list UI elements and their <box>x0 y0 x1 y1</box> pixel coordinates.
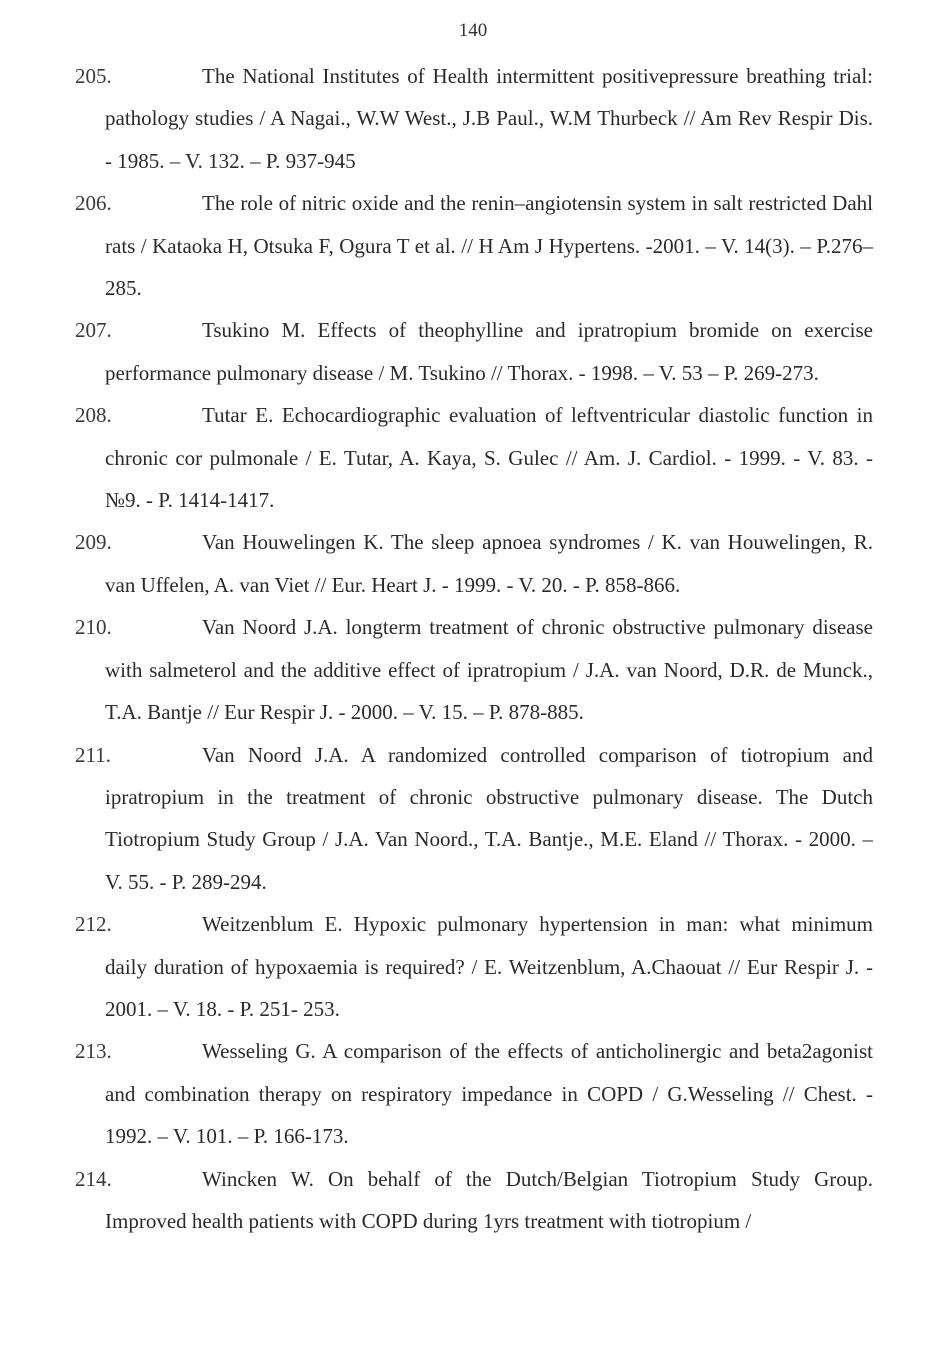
reference-text: Van Houwelingen K. The sleep apnoea syndromes / K. van Houwelingen, R. van Uffelen, A. van Viet // Eur. Heart J. - 1999. - V. 20. - P. 858-866. <box>105 530 873 597</box>
reference-number: 209. <box>75 530 112 555</box>
reference-text: Wincken W. On behalf of the Dutch/Belgian Tiotropium Study Group. Improved health patients with COPD during 1yrs treatment with tiotropium / <box>105 1166 873 1233</box>
reference-item <box>75 903 873 1030</box>
reference-text: The role of nitric oxide and the renin–angiotensin system in salt restricted Dahl rats / Kataoka H, Otsuka F, Ogura T et al. // H Am J Hypertens. -2001. – V. 14(3). – P.276–285. <box>105 191 873 301</box>
reference-number: 207. <box>75 318 112 343</box>
reference-number: 214. <box>75 1166 112 1191</box>
reference-item <box>75 606 873 733</box>
reference-text: Weitzenblum E. Hypoxic pulmonary hypertension in man: what minimum daily duration of hypoxaemia is required? / E. Weitzenblum, A.Chaouat // Eur Respir J. - 2001. – V. 18. - P. 251- 253. <box>105 912 873 1021</box>
reference-number: 210. <box>75 615 112 640</box>
reference-number: 211. <box>75 742 111 767</box>
reference-item <box>75 309 873 394</box>
reference-item <box>75 182 873 309</box>
reference-number: 205. <box>75 64 112 88</box>
page-number: 140 <box>458 20 488 41</box>
reference-number: 208. <box>75 403 112 428</box>
reference-text: The National Institutes of Health intermittent positivepressure breathing trial: pathology studies / A Nagai., W.W West., J.B Paul., W.M Thurbeck // Am Rev Respir Dis. - 1985. – V. 132. – P. 937-945 <box>105 64 873 173</box>
reference-text: Van Noord J.A. longterm treatment of chronic obstructive pulmonary disease with salmeterol and the additive effect of ipratropium / J.A. van Noord, D.R. de Munck., T.A. Bantje // Eur Respir J. - 2000. – V. 15. – P. 878-885. <box>105 615 873 725</box>
reference-list <box>75 55 873 1242</box>
reference-text: Tutar E. Echocardiographic evaluation of leftventricular diastolic function in chronic cor pulmonale / E. Tutar, A. Kaya, S. Gulec // Am. J. Cardiol. - 1999. - V. 83. - №9. - P. 1414-1417. <box>105 403 873 513</box>
reference-number: 213. <box>75 1039 112 1064</box>
reference-text: Wesseling G. A comparison of the effects of anticholinergic and beta2agonist and combination therapy on respiratory impedance in COPD / G.Wesseling // Chest. - 1992. – V. 101. – P. 166-173. <box>105 1039 873 1149</box>
reference-item <box>75 1158 873 1243</box>
reference-text: Van Noord J.A. A randomized controlled comparison of tiotropium and ipratropium in the treatment of chronic obstructive pulmonary disease. The Dutch Tiotropium Study Group / J.A. Van Noord., T.A. Bantje., M.E. Eland // Thorax. - 2000. – V. 55. - P. 289-294. <box>105 742 873 894</box>
reference-text: Tsukino M. Effects of theophylline and ipratropium bromide on exercise performance pulmonary disease / M. Tsukino // Thorax. - 1998. – V. 53 – P. 269-273. <box>105 318 873 385</box>
reference-item <box>75 394 873 521</box>
reference-item <box>75 734 873 904</box>
reference-number: 212. <box>75 912 112 937</box>
reference-number: 206. <box>75 191 112 216</box>
reference-item <box>75 1030 873 1157</box>
reference-item <box>75 55 873 182</box>
reference-item <box>75 521 873 606</box>
